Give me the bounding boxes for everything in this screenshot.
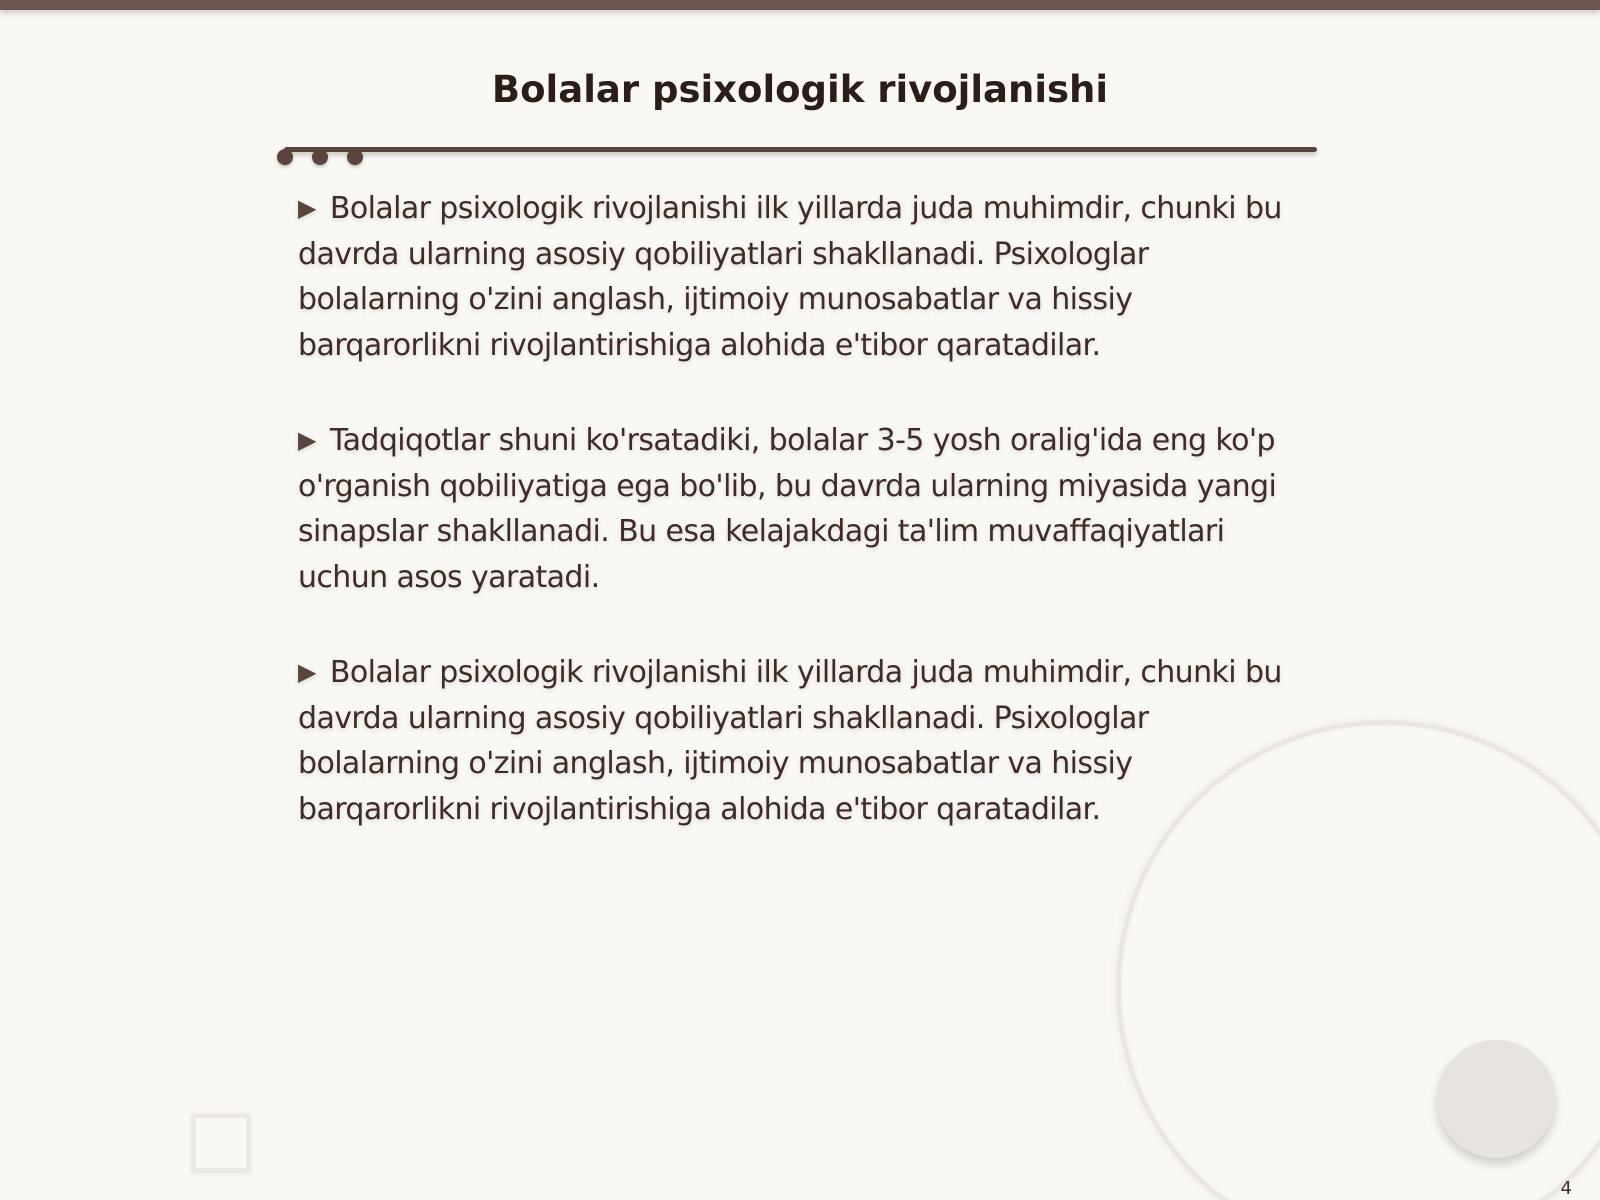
paragraph-text: Bolalar psixologik rivojlanishi ilk yillarda juda muhimdir, chunki bu davrda ularning asosiy qobiliyatlari shakllanadi. Psixologlar bolalarning o'zini anglash, ijtimoiy munosabatlar va hissiy barqarorlikni rivojlantirishiga alohida e'tibor qaratadilar. <box>298 191 1282 363</box>
divider-dot <box>347 149 363 165</box>
triangle-bullet-icon: ▶ <box>298 426 316 454</box>
decorative-square <box>191 1113 251 1173</box>
decorative-disc <box>1437 1040 1555 1158</box>
divider-dot <box>277 149 293 165</box>
triangle-bullet-icon: ▶ <box>298 658 316 686</box>
bullet-paragraph <box>298 418 1318 600</box>
paragraph-text: Bolalar psixologik rivojlanishi ilk yillarda juda muhimdir, chunki bu davrda ularning asosiy qobiliyatlari shakllanadi. Psixologlar bolalarning o'zini anglash, ijtimoiy munosabatlar va hissiy barqarorlikni rivojlantirishiga alohida e'tibor qaratadilar. <box>298 655 1282 827</box>
paragraph-text: Tadqiqotlar shuni ko'rsatadiki, bolalar 3-5 yosh oralig'ida eng ko'p o'rganish qobiliyatiga ega bo'lib, bu davrda ularning miyasida yangi sinapslar shakllanadi. Bu esa kelajakdagi ta'lim muvaffaqiyatlari uchun asos yaratadi. <box>298 423 1277 595</box>
content-body <box>298 186 1318 882</box>
top-band <box>0 0 1600 10</box>
triangle-bullet-icon: ▶ <box>298 194 316 222</box>
bullet-paragraph <box>298 650 1318 832</box>
slide-title: Bolalar psixologik rivojlanishi <box>491 68 1109 111</box>
bullet-paragraph <box>298 186 1318 368</box>
page-number: 4 <box>1560 1178 1572 1199</box>
title-divider <box>284 147 1317 152</box>
divider-dot <box>312 149 328 165</box>
